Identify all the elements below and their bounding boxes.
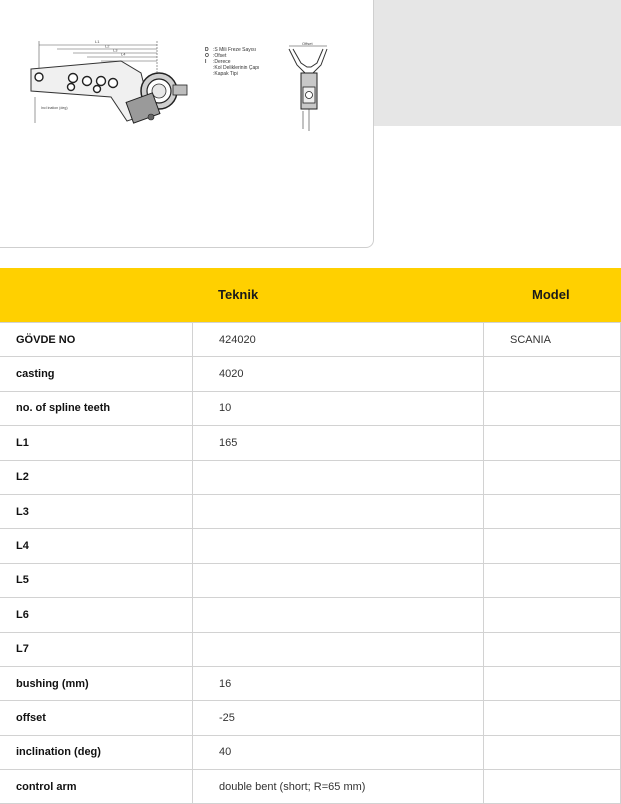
table-row [0, 701, 621, 735]
table-row [0, 357, 621, 391]
row-label: L3 [0, 494, 193, 528]
table-row [0, 735, 621, 769]
row-model [484, 391, 621, 425]
dim-label-l4: L4 [121, 51, 126, 57]
row-label: casting [0, 357, 193, 391]
dim-label-l2: L2 [105, 43, 110, 49]
row-value: 40 [193, 735, 484, 769]
dim-label-l1: L1 [95, 39, 100, 44]
row-label: GÖVDE NO [0, 323, 193, 357]
table-row [0, 529, 621, 563]
row-label: bushing (mm) [0, 666, 193, 700]
row-label: L4 [0, 529, 193, 563]
row-value: 10 [193, 391, 484, 425]
header-model: Model [532, 287, 570, 302]
row-label: L1 [0, 426, 193, 460]
dim-label-l3: L3 [113, 47, 118, 53]
table-row [0, 494, 621, 528]
row-model [484, 426, 621, 460]
table-row [0, 563, 621, 597]
legend-row: O :Ofset [205, 53, 227, 59]
slack-adjuster-drawing [1, 1, 373, 237]
table-row [0, 426, 621, 460]
table-row [0, 632, 621, 666]
offset-dim-label: Offset [302, 41, 313, 46]
row-model [484, 735, 621, 769]
row-model: SCANIA [484, 323, 621, 357]
side-panel [373, 0, 621, 126]
legend-row: :Kol Deliklerinin Çapı [213, 65, 260, 71]
row-model [484, 632, 621, 666]
row-value: 424020 [193, 323, 484, 357]
row-value: 165 [193, 426, 484, 460]
row-model [484, 770, 621, 804]
table-row [0, 460, 621, 494]
table-row [0, 770, 621, 804]
row-label: offset [0, 701, 193, 735]
table-row [0, 666, 621, 700]
legend-row: I :Derece [205, 59, 231, 65]
inclination-label: Incl ination (deg) [41, 106, 68, 110]
row-value [193, 529, 484, 563]
spec-table [0, 322, 621, 804]
row-model [484, 494, 621, 528]
row-value [193, 598, 484, 632]
row-value: 16 [193, 666, 484, 700]
row-value: -25 [193, 701, 484, 735]
row-label: L5 [0, 563, 193, 597]
row-label: L2 [0, 460, 193, 494]
row-label: control arm [0, 770, 193, 804]
table-row [0, 323, 621, 357]
table-row [0, 391, 621, 425]
row-model [484, 460, 621, 494]
row-value: double bent (short; R=65 mm) [193, 770, 484, 804]
spec-table-header [0, 268, 621, 322]
row-value [193, 460, 484, 494]
row-model [484, 598, 621, 632]
legend-row: D :S Mili Freze Sayısı [205, 47, 257, 53]
legend-row: :Kapak Tipi [213, 71, 238, 77]
row-model [484, 701, 621, 735]
header-teknik: Teknik [218, 287, 259, 302]
row-model [484, 666, 621, 700]
drawing-legend [205, 47, 259, 77]
row-value [193, 632, 484, 666]
row-label: inclination (deg) [0, 735, 193, 769]
row-model [484, 529, 621, 563]
row-model [484, 563, 621, 597]
row-label: no. of spline teeth [0, 391, 193, 425]
row-label: L6 [0, 598, 193, 632]
row-label: L7 [0, 632, 193, 666]
row-value [193, 494, 484, 528]
row-value [193, 563, 484, 597]
row-value: 4020 [193, 357, 484, 391]
table-row [0, 598, 621, 632]
row-model [484, 357, 621, 391]
product-drawing-card [0, 0, 374, 248]
